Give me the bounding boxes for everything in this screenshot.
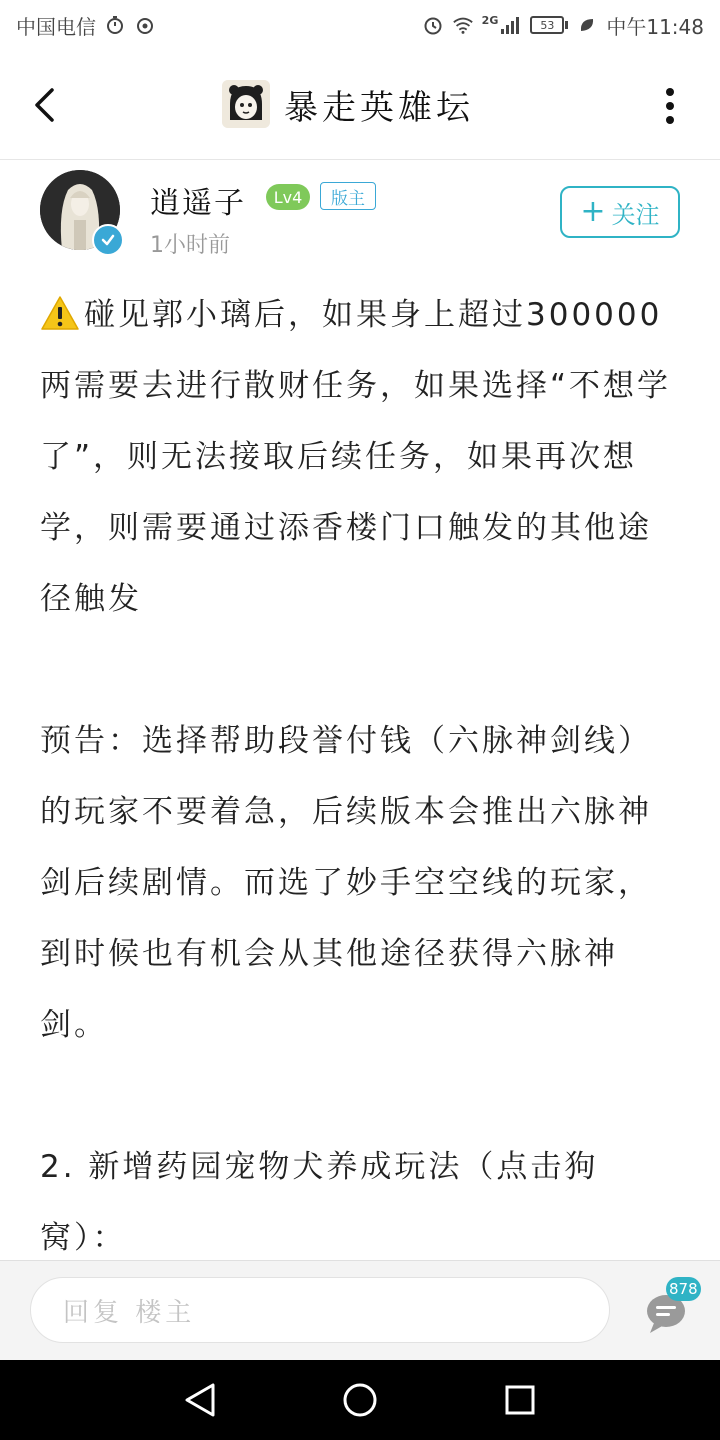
post-paragraph: 预告：选择帮助段誉付钱（六脉神剑线）的玩家不要着急，后续版本会推出六脉神剑后续剧情。而选了妙手空空线的玩家，到时候也有机会从其他途径获得六脉神剑。 [40, 723, 652, 1043]
post-paragraph [40, 280, 680, 635]
plus-icon: + [580, 194, 606, 229]
back-button[interactable] [24, 80, 64, 130]
more-vertical-icon [660, 86, 680, 126]
back-arrow-icon [32, 87, 56, 123]
warning-icon [40, 295, 80, 331]
carrier-label: 中国电信 [16, 14, 96, 39]
post-paragraph: 2. 新增药园宠物犬养成玩法（点击狗窝）： [40, 1149, 599, 1256]
weibo-icon [134, 14, 156, 36]
timer-icon [104, 14, 126, 36]
nav-recents-button[interactable] [498, 1378, 542, 1422]
verified-badge [92, 224, 124, 256]
nav-home-button[interactable] [338, 1378, 382, 1422]
forum-title-group [222, 76, 474, 132]
network-type: 2G [481, 13, 499, 27]
follow-label: 关注 [611, 200, 660, 229]
status-left [16, 11, 156, 40]
nav-back-button[interactable] [178, 1378, 222, 1422]
battery-level: 53 [540, 18, 555, 32]
more-options-button[interactable] [660, 86, 680, 126]
leaf-icon [576, 14, 598, 36]
comment-count-badge: 878 [666, 1277, 701, 1301]
level-badge: Lv4 [266, 184, 310, 210]
alarm-icon [422, 14, 444, 36]
status-bar [0, 0, 720, 50]
post-content [40, 280, 680, 1260]
wifi-icon [452, 14, 474, 36]
status-right [422, 11, 704, 40]
post-paragraph-text: 碰见郭小璃后，如果身上超过300000两需要去进行散财任务，如果选择“不想学了”，则无法接取后续任务，如果再次想学，则需要通过添香楼门口触发的其他途径触发 [40, 297, 672, 617]
follow-button[interactable] [560, 186, 680, 238]
square-recents-icon [504, 1384, 536, 1416]
signal-icon [500, 14, 522, 36]
battery-icon [530, 16, 568, 34]
system-navigation-bar [0, 1360, 720, 1440]
circle-home-icon [342, 1382, 378, 1418]
triangle-back-icon [183, 1382, 217, 1418]
top-app-bar [0, 50, 720, 160]
reply-input[interactable]: 回复 楼主 [30, 1277, 610, 1343]
author-name[interactable]: 逍遥子 [150, 186, 246, 221]
check-icon [100, 232, 116, 248]
moderator-badge: 版主 [320, 182, 376, 210]
forum-logo [222, 80, 270, 128]
author-row [0, 160, 720, 260]
clock: 中午11:48 [606, 14, 704, 39]
page-title: 暴走英雄坛 [284, 87, 474, 128]
reply-bar [0, 1260, 720, 1360]
post-time: 1小时前 [150, 233, 230, 258]
